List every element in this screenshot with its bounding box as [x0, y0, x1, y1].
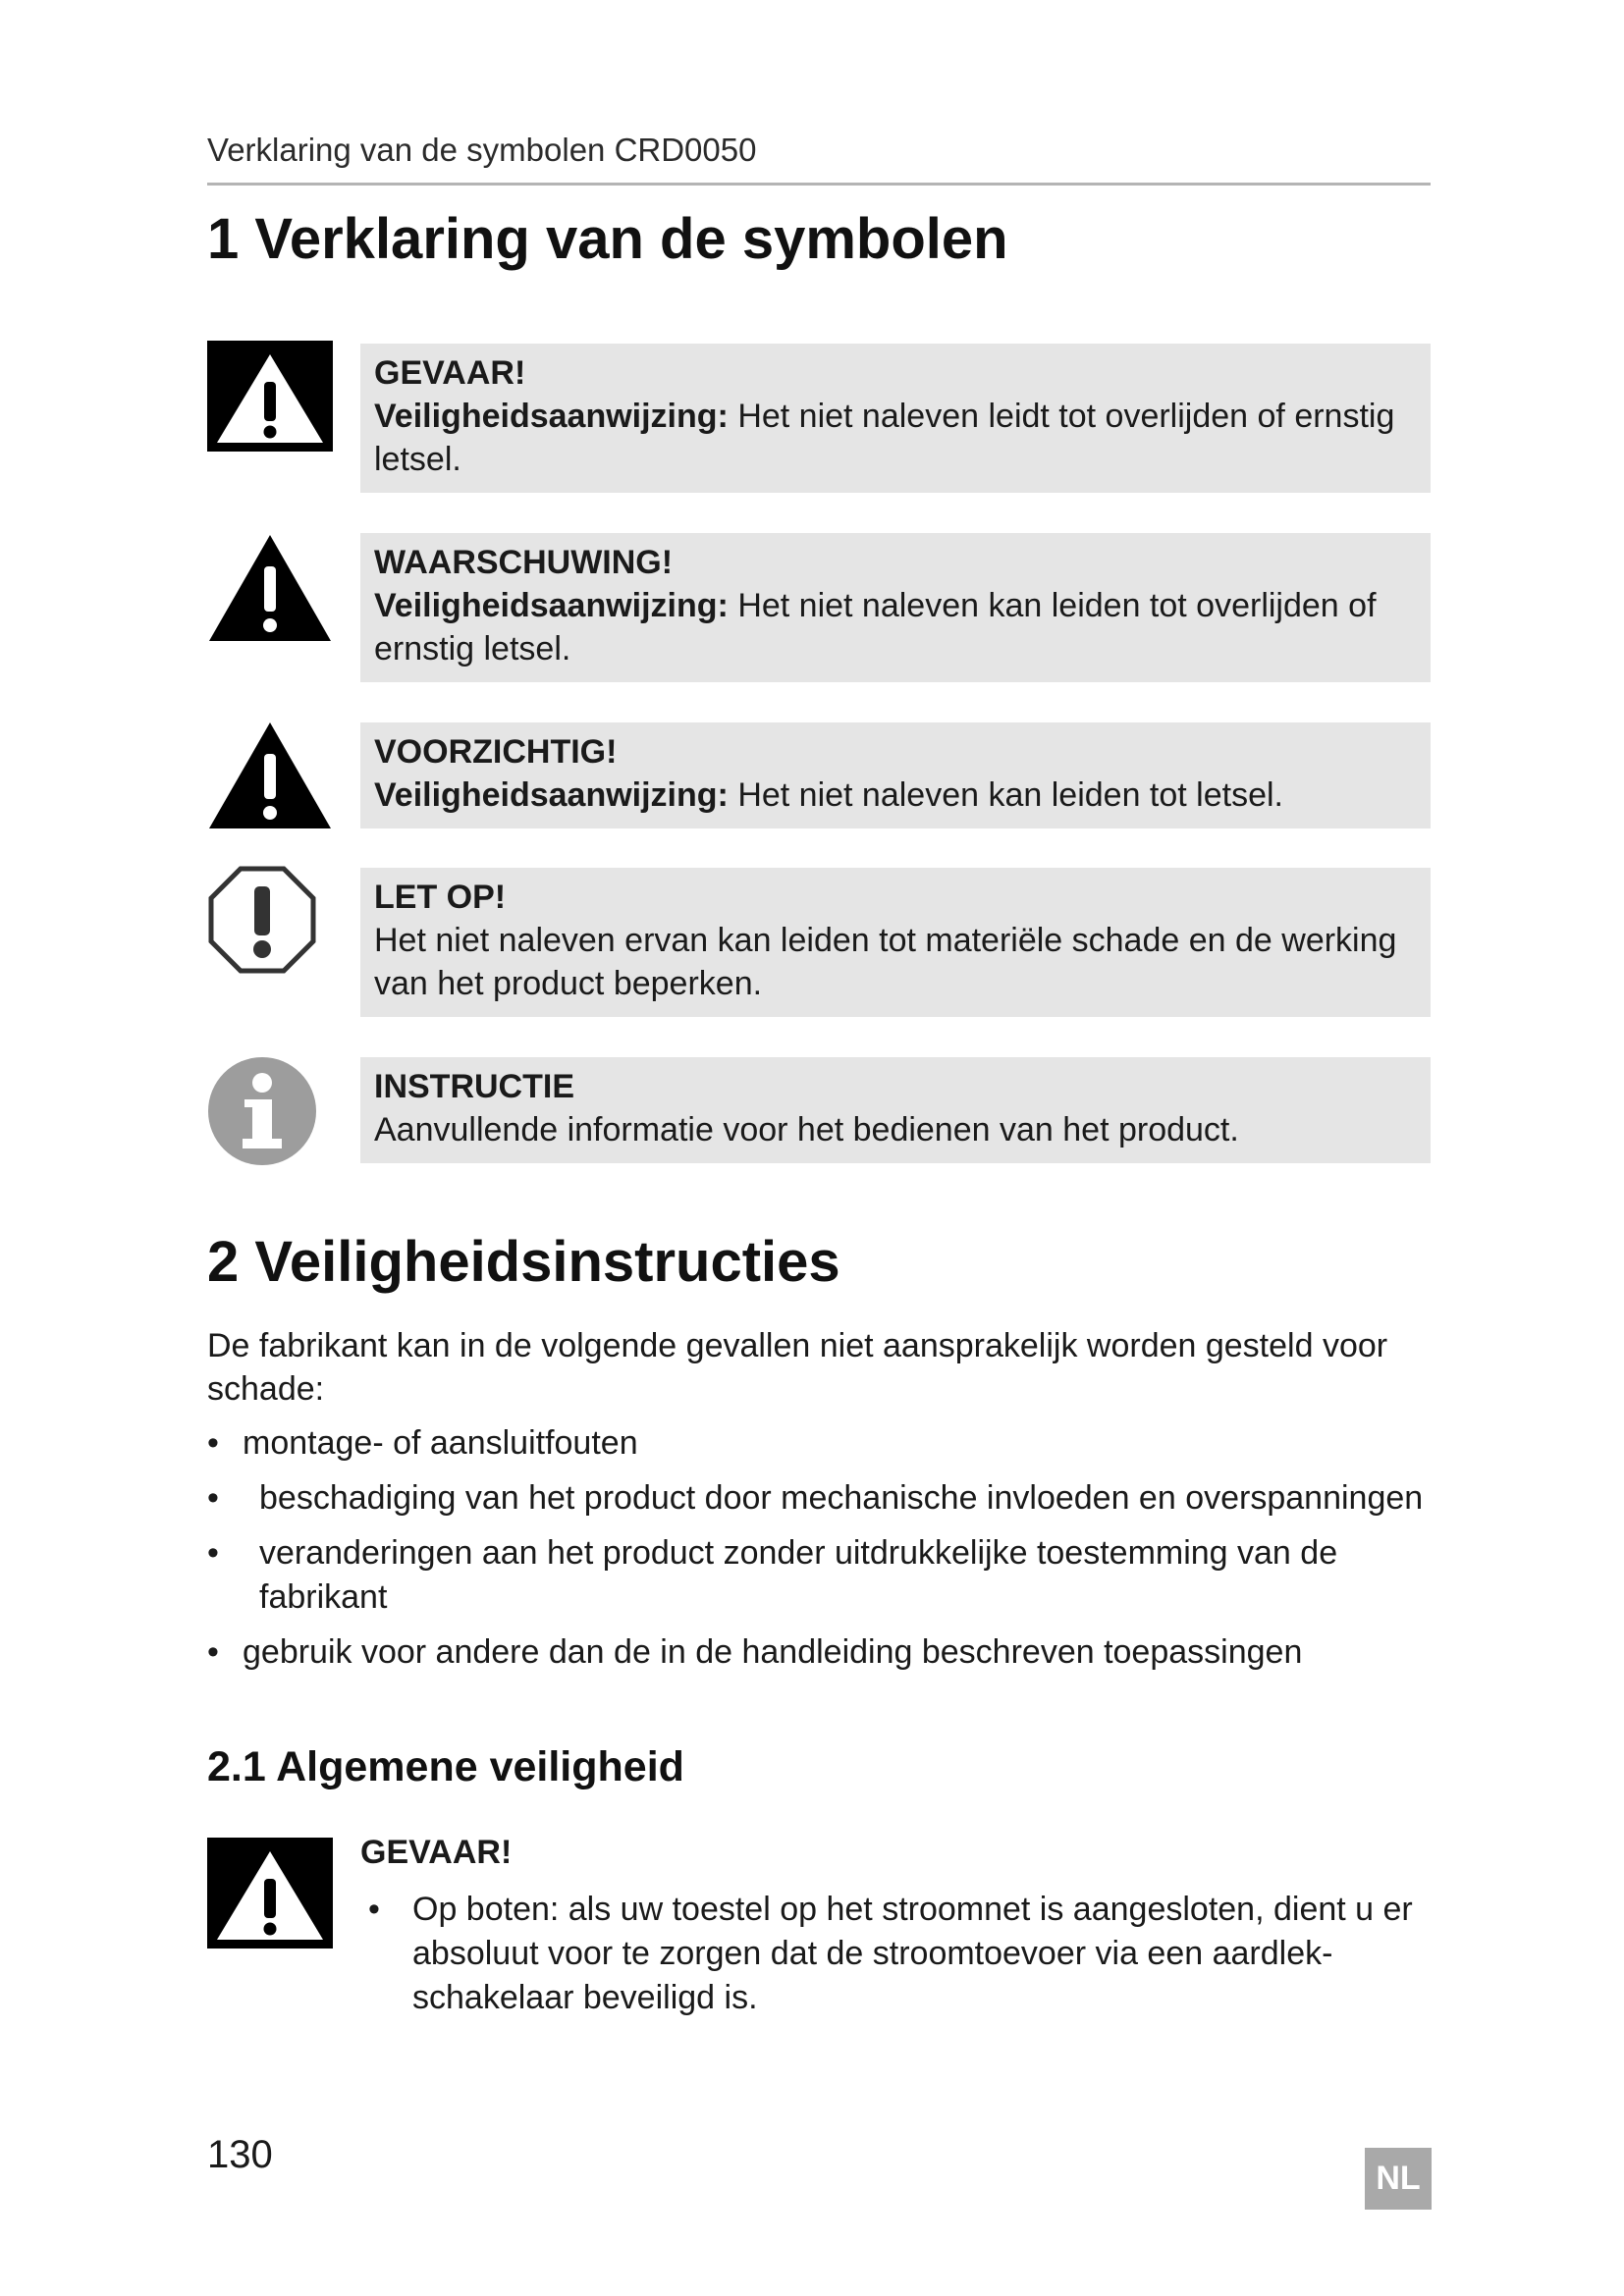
bullet-icon: • [207, 1479, 219, 1517]
language-badge: NL [1365, 2148, 1432, 2210]
notice-attention [360, 868, 1431, 1017]
section-2-1-heading: 2.1 Algemene veiligheid [207, 1743, 684, 1790]
notice-octagon-icon [207, 865, 317, 980]
header-divider [207, 183, 1431, 186]
notice-text: Het niet naleven leidt tot overlijden of ernstig letsel. [374, 398, 1395, 478]
notice-title: VOORZICHTIG! [374, 733, 618, 771]
bullet-icon: • [207, 1534, 219, 1572]
notice-danger [360, 344, 1431, 493]
notice-text: Het niet naleven ervan kan leiden tot materiële schade en de werking van het product beperken. [374, 922, 1397, 1002]
page-number: 130 [207, 2133, 273, 2176]
notice-lead: Veiligheidsaanwijzing: [374, 398, 729, 435]
info-icon [207, 1056, 317, 1171]
notice-lead: Veiligheidsaanwijzing: [374, 776, 729, 814]
bullet-icon: • [207, 1424, 219, 1462]
notice-text: Het niet naleven kan leiden tot overlijden of ernstig letsel. [374, 587, 1377, 667]
caution-triangle-icon [207, 721, 333, 835]
notice-title: GEVAAR! [374, 354, 526, 392]
notice-caution [360, 722, 1431, 828]
notice-lead: Veiligheidsaanwijzing: [374, 587, 729, 624]
notice-text: Het niet naleven kan leiden tot letsel. [737, 776, 1283, 814]
danger-title: GEVAAR! [360, 1834, 513, 1871]
notice-warning [360, 533, 1431, 682]
notice-title: INSTRUCTIE [374, 1068, 574, 1105]
notice-instruction [360, 1057, 1431, 1163]
bullet-icon: • [207, 1633, 219, 1671]
notice-title: WAARSCHUWING! [374, 544, 674, 581]
warning-triangle-icon [207, 533, 333, 648]
section-2-intro: De fabrikant kan in de volgende gevallen niet aansprakelijk worden gesteld voor schade: [207, 1327, 1388, 1408]
bullet-icon: • [368, 1891, 380, 1928]
notice-text: Aanvullende informatie voor het bedienen van het product. [374, 1111, 1239, 1148]
danger-triangle-icon [207, 341, 333, 456]
section-2-heading: 2 Veiligheidsinstructies [207, 1230, 840, 1294]
running-header: Verklaring van de symbolen CRD0050 [207, 132, 757, 168]
notice-title: LET OP! [374, 879, 507, 916]
section-1-heading: 1 Verklaring van de symbolen [207, 207, 1008, 271]
danger-triangle-icon [207, 1838, 333, 1953]
